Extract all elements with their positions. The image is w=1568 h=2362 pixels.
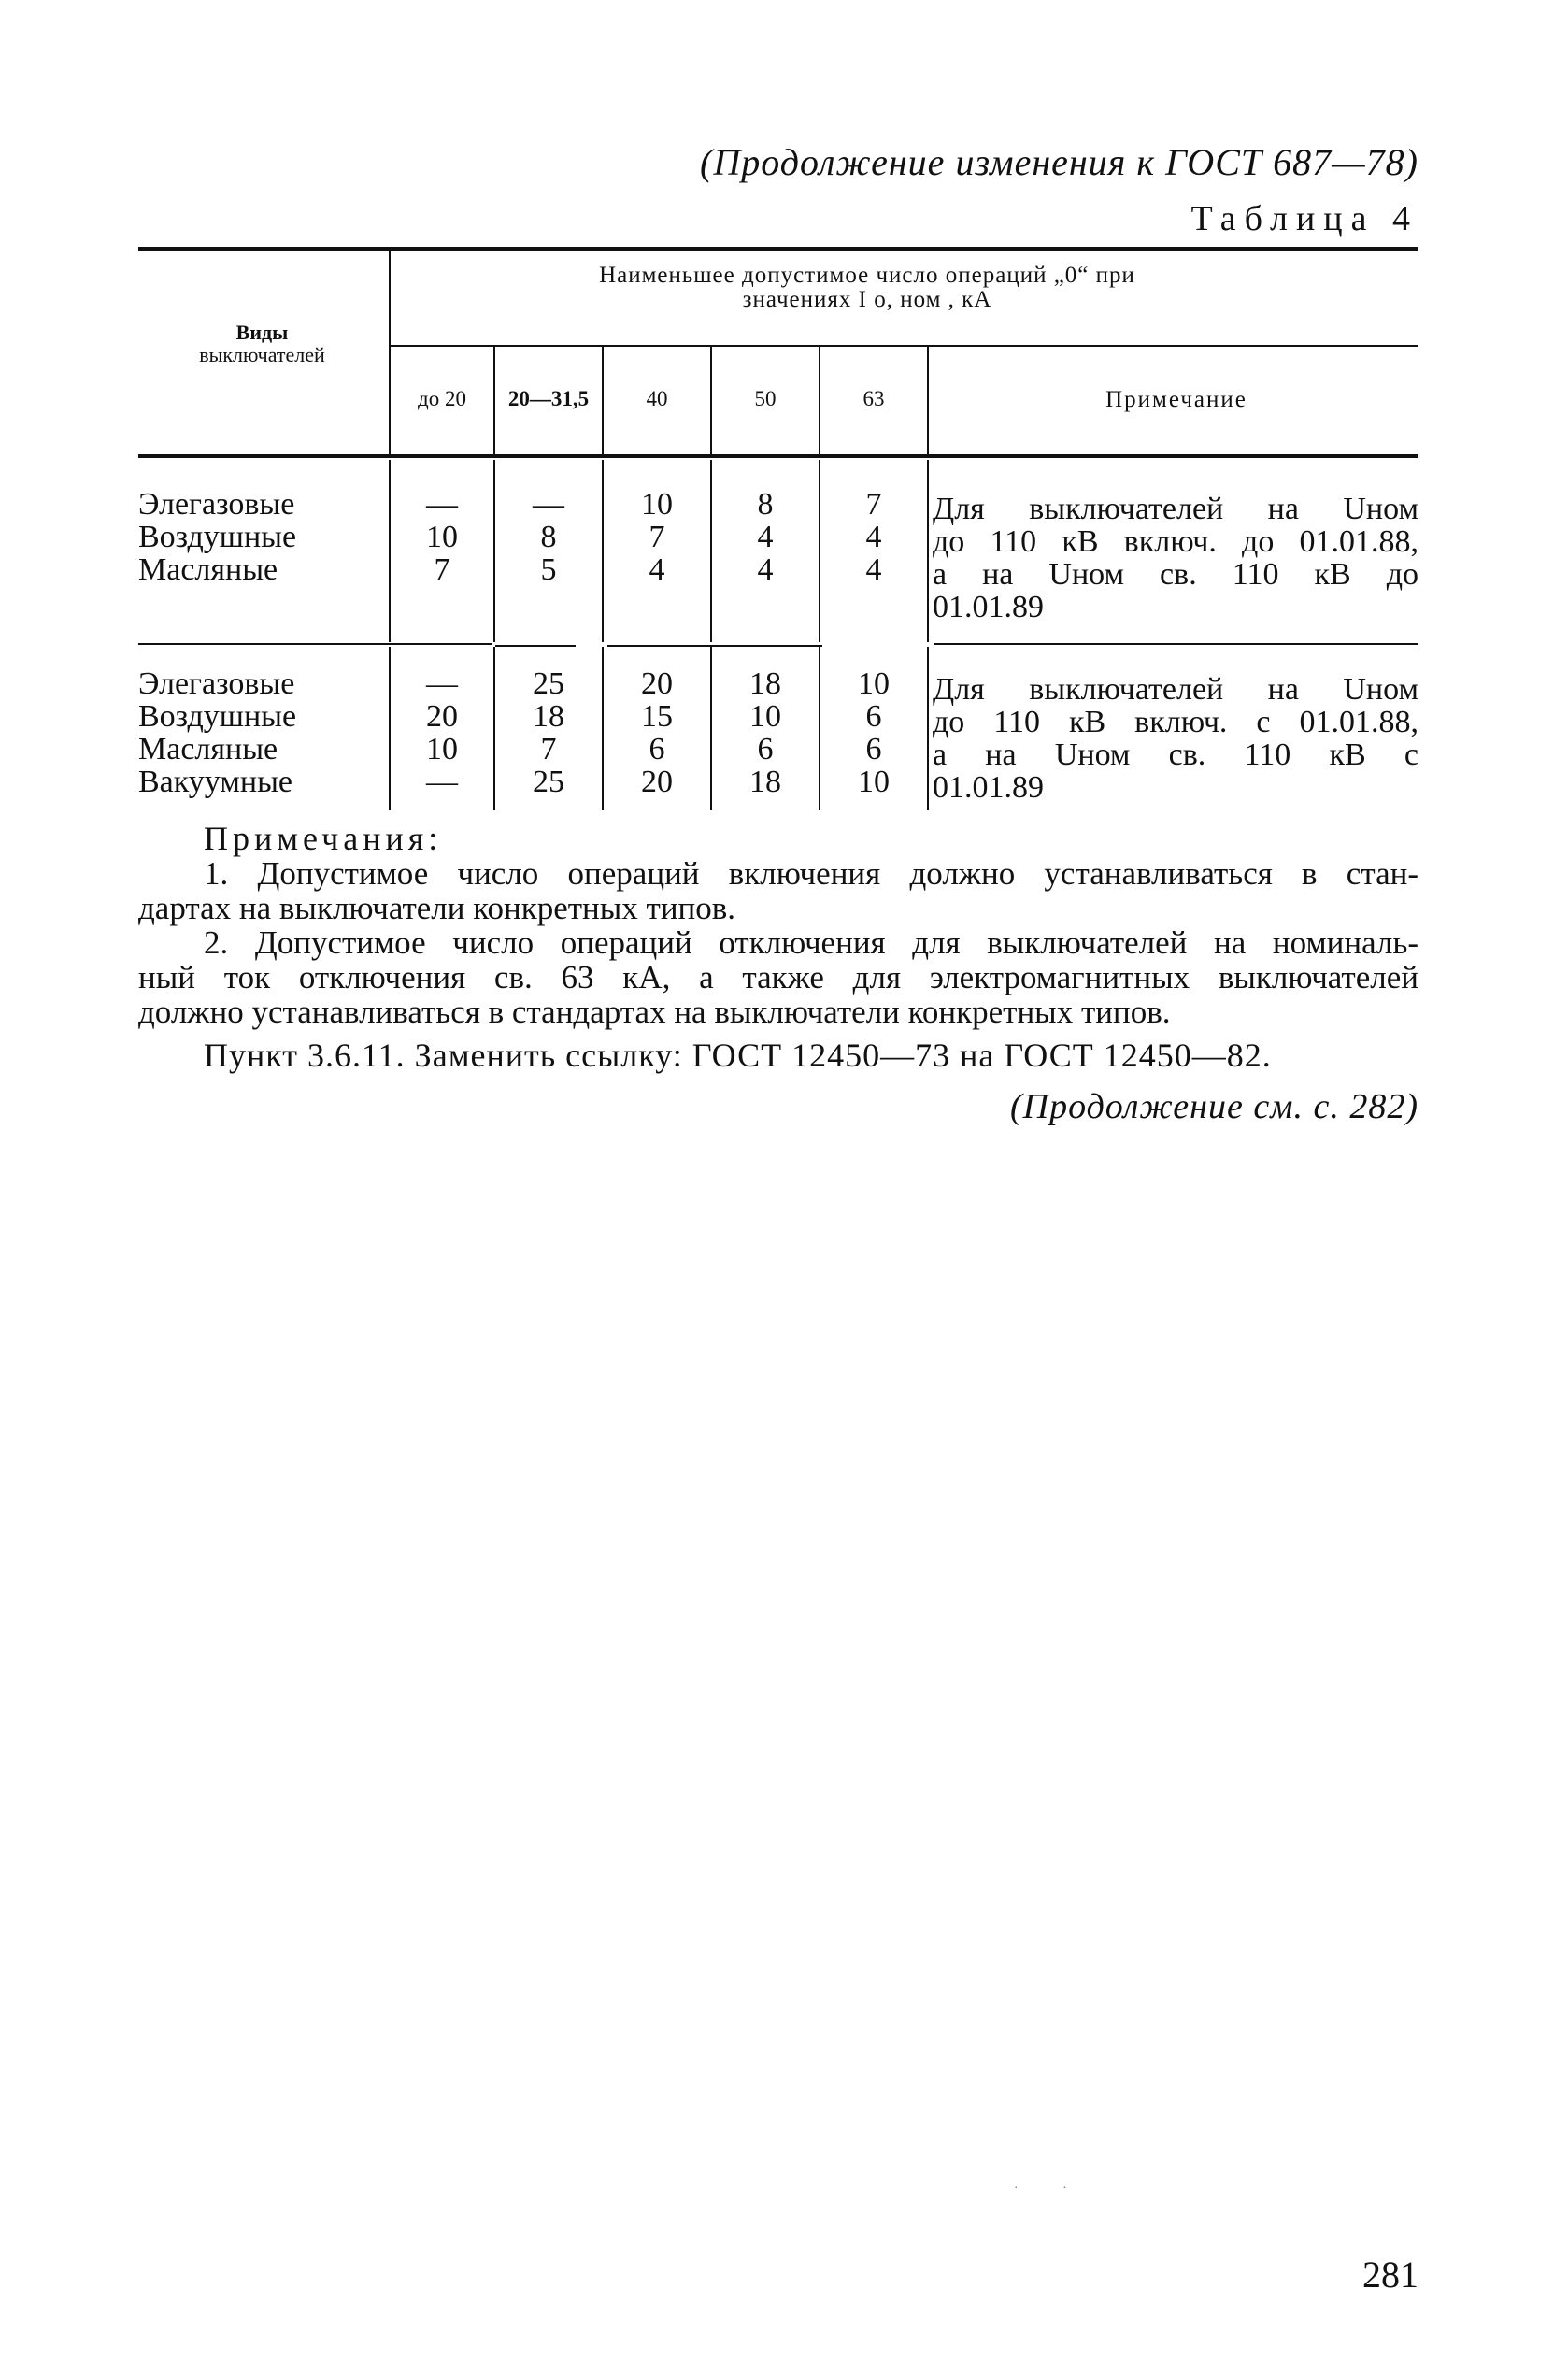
table-cell: 4: [649, 552, 665, 587]
note-line: до 110 кВ включ. до 01.01.88,: [933, 524, 1418, 559]
note-line: 01.01.89: [933, 770, 1044, 805]
table-header-mid-rule: [391, 345, 1418, 347]
table-cell: 7: [865, 487, 882, 522]
column-header-5: 63: [862, 387, 885, 410]
table-cell: —: [426, 765, 458, 799]
group2-col3: [604, 667, 710, 798]
table-cell: Масляные: [138, 732, 278, 766]
table-cell: Воздушные: [138, 520, 297, 554]
table-cell: Масляные: [138, 552, 278, 587]
table-cell: Элегазовые: [138, 487, 295, 522]
breaker-type-header: [138, 322, 386, 366]
table-cell: —: [426, 666, 458, 701]
table-cell: 10: [749, 699, 781, 734]
group2-col5: [820, 667, 927, 798]
note-line: 01.01.89: [933, 590, 1044, 624]
column-header-2: 20—31,5: [507, 387, 590, 410]
group1-col5: [820, 488, 927, 586]
group1-col2: [495, 488, 602, 586]
breaker-type-header-line1: Виды: [235, 321, 289, 344]
note-1-line: дартах на выключатели конкретных типов.: [138, 890, 736, 926]
table-group-2: [138, 647, 1418, 810]
table-header: [138, 247, 1418, 457]
table-group-1: [138, 460, 1418, 642]
note-line: а на Uном св. 110 кВ с: [933, 737, 1418, 772]
group2-col4: [712, 667, 819, 798]
clause-text: Пункт 3.6.11. Заменить ссылку: ГОСТ 12450—73 на ГОСТ 12450—82.: [204, 1037, 1272, 1074]
group2-note: [933, 673, 1418, 804]
scan-specks: · ·: [1014, 2182, 1088, 2196]
group-separator-left: [138, 643, 492, 645]
group1-vline-6: [927, 460, 929, 642]
header-vline-1: [389, 251, 391, 454]
group1-note: [933, 493, 1418, 623]
table-cell: 20: [426, 699, 458, 734]
table-cell: 7: [434, 552, 450, 587]
table-cell: Вакуумные: [138, 765, 293, 799]
note-line: до 110 кВ включ. с 01.01.88,: [933, 705, 1418, 739]
note-2-line: 2. Допустимое число операций отключения для выключателей на номиналь-: [204, 924, 1418, 961]
table-cell: 7: [649, 520, 665, 554]
group2-col2: [495, 667, 602, 798]
table-cell: 20: [641, 666, 673, 701]
table-cell: 6: [757, 732, 774, 766]
notes-title: Примечания:: [204, 820, 443, 857]
note-1: [138, 856, 1418, 925]
table-cell: 15: [641, 699, 673, 734]
table-cell: —: [426, 487, 458, 522]
table-cell: 6: [649, 732, 665, 766]
table-cell: 4: [757, 552, 774, 587]
table-caption: Таблица 4: [1190, 199, 1418, 238]
note-line: а на Uном св. 110 кВ до: [933, 557, 1418, 592]
note-1-line: 1. Допустимое число операций включения должно устанавливаться в стан-: [204, 855, 1418, 892]
table-cell: 18: [749, 765, 781, 799]
table-cell: 4: [757, 520, 774, 554]
note-line: Для выключателей на Uном: [933, 492, 1418, 526]
operations-group-header-line1: Наименьшее допустимое число операций „0“ при: [599, 263, 1135, 288]
table-cell: 10: [426, 520, 458, 554]
continuation-next: (Продолжение см. с. 282): [1009, 1087, 1418, 1126]
operations-group-header: [400, 264, 1334, 312]
group1-col3: [604, 488, 710, 586]
column-header-3: 40: [646, 387, 668, 410]
table-cell: 25: [533, 765, 564, 799]
table-cell: 4: [865, 552, 882, 587]
table-cell: 20: [641, 765, 673, 799]
table-cell: 10: [858, 666, 890, 701]
note-2-line: ный ток отключения св. 63 кА, а также для электромагнитных выключателей: [138, 959, 1418, 995]
table-top-rule: [138, 247, 1418, 251]
operations-group-header-line2: значениях I о, ном , кА: [742, 287, 992, 312]
table-cell: 10: [426, 732, 458, 766]
table-cell: 25: [533, 666, 564, 701]
table-cell: 7: [540, 732, 557, 766]
page-number: 281: [1362, 2254, 1418, 2296]
table-cell: 4: [865, 520, 882, 554]
table-cell: Воздушные: [138, 699, 297, 734]
continuation-header: (Продолжение изменения к ГОСТ 687—78): [700, 141, 1418, 183]
table-cell: —: [533, 487, 564, 522]
note-2: [138, 925, 1418, 1029]
column-header-1: до 20: [418, 387, 466, 410]
group2-col1: [391, 667, 493, 798]
table-cell: 6: [865, 699, 882, 734]
header-vline-6: [927, 347, 929, 454]
note-line: Для выключателей на Uном: [933, 672, 1418, 707]
table-cell: 8: [540, 520, 557, 554]
table-cell: 8: [757, 487, 774, 522]
table-cell: 5: [540, 552, 557, 587]
group1-col4: [712, 488, 819, 586]
table-cell: 10: [641, 487, 673, 522]
group1-col1: [391, 488, 493, 586]
column-header-4: 50: [754, 387, 777, 410]
breaker-type-header-line2: выключателей: [199, 343, 325, 366]
table-header-bottom-rule: [138, 454, 1418, 458]
group2-vline-6: [927, 647, 929, 810]
table-cell: Элегазовые: [138, 666, 295, 701]
group-separator-right: [934, 643, 1418, 645]
group2-types: [138, 667, 383, 798]
table-cell: 10: [858, 765, 890, 799]
note-2-line: должно устанавливаться в стандартах на выключатели конкретных типов.: [138, 994, 1171, 1030]
table-cell: 18: [533, 699, 564, 734]
table-cell: 6: [865, 732, 882, 766]
table-cell: 18: [749, 666, 781, 701]
group1-types: [138, 488, 383, 586]
note-column-header: Примечание: [1105, 387, 1247, 412]
